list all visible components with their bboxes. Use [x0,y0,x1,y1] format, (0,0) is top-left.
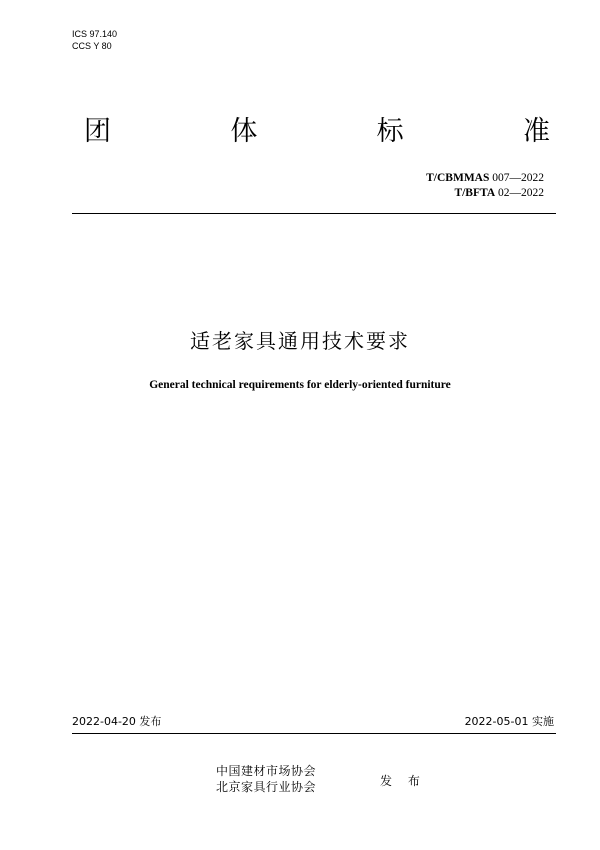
top-divider [72,213,556,214]
bottom-divider [72,733,556,734]
classification-codes [72,28,117,52]
title-chinese: 适老家具通用技术要求 [190,329,410,353]
issue-date: 2022-04-20 发布 [72,715,162,728]
issuing-organizations [216,763,316,795]
standard-numbers [426,171,544,201]
standard-type-char: 团 [84,116,111,147]
standard-number-prefix: T/BFTA [454,187,496,199]
ics-code: ICS 97.140 [72,29,118,39]
implementation-date: 2022-05-01 实施 [464,715,554,728]
issuer-name: 北京家具行业协会 [216,780,317,794]
standard-type-char: 体 [230,116,258,147]
publish-label: 发 布 [380,774,426,788]
standard-number-prefix: T/CBMMAS [426,172,490,184]
standard-number [426,186,544,201]
standard-number-value: 02—2022 [498,187,544,199]
standard-type-char: 准 [522,116,550,147]
standard-number [426,171,544,186]
standard-number-value: 007—2022 [492,172,544,184]
standard-type-heading [84,112,550,152]
title-english: General technical requirements for elderly-oriented furniture [149,379,451,391]
ccs-code: CCS Y 80 [72,41,112,51]
standard-type-char: 标 [376,116,404,147]
issuer-name: 中国建材市场协会 [216,764,317,778]
